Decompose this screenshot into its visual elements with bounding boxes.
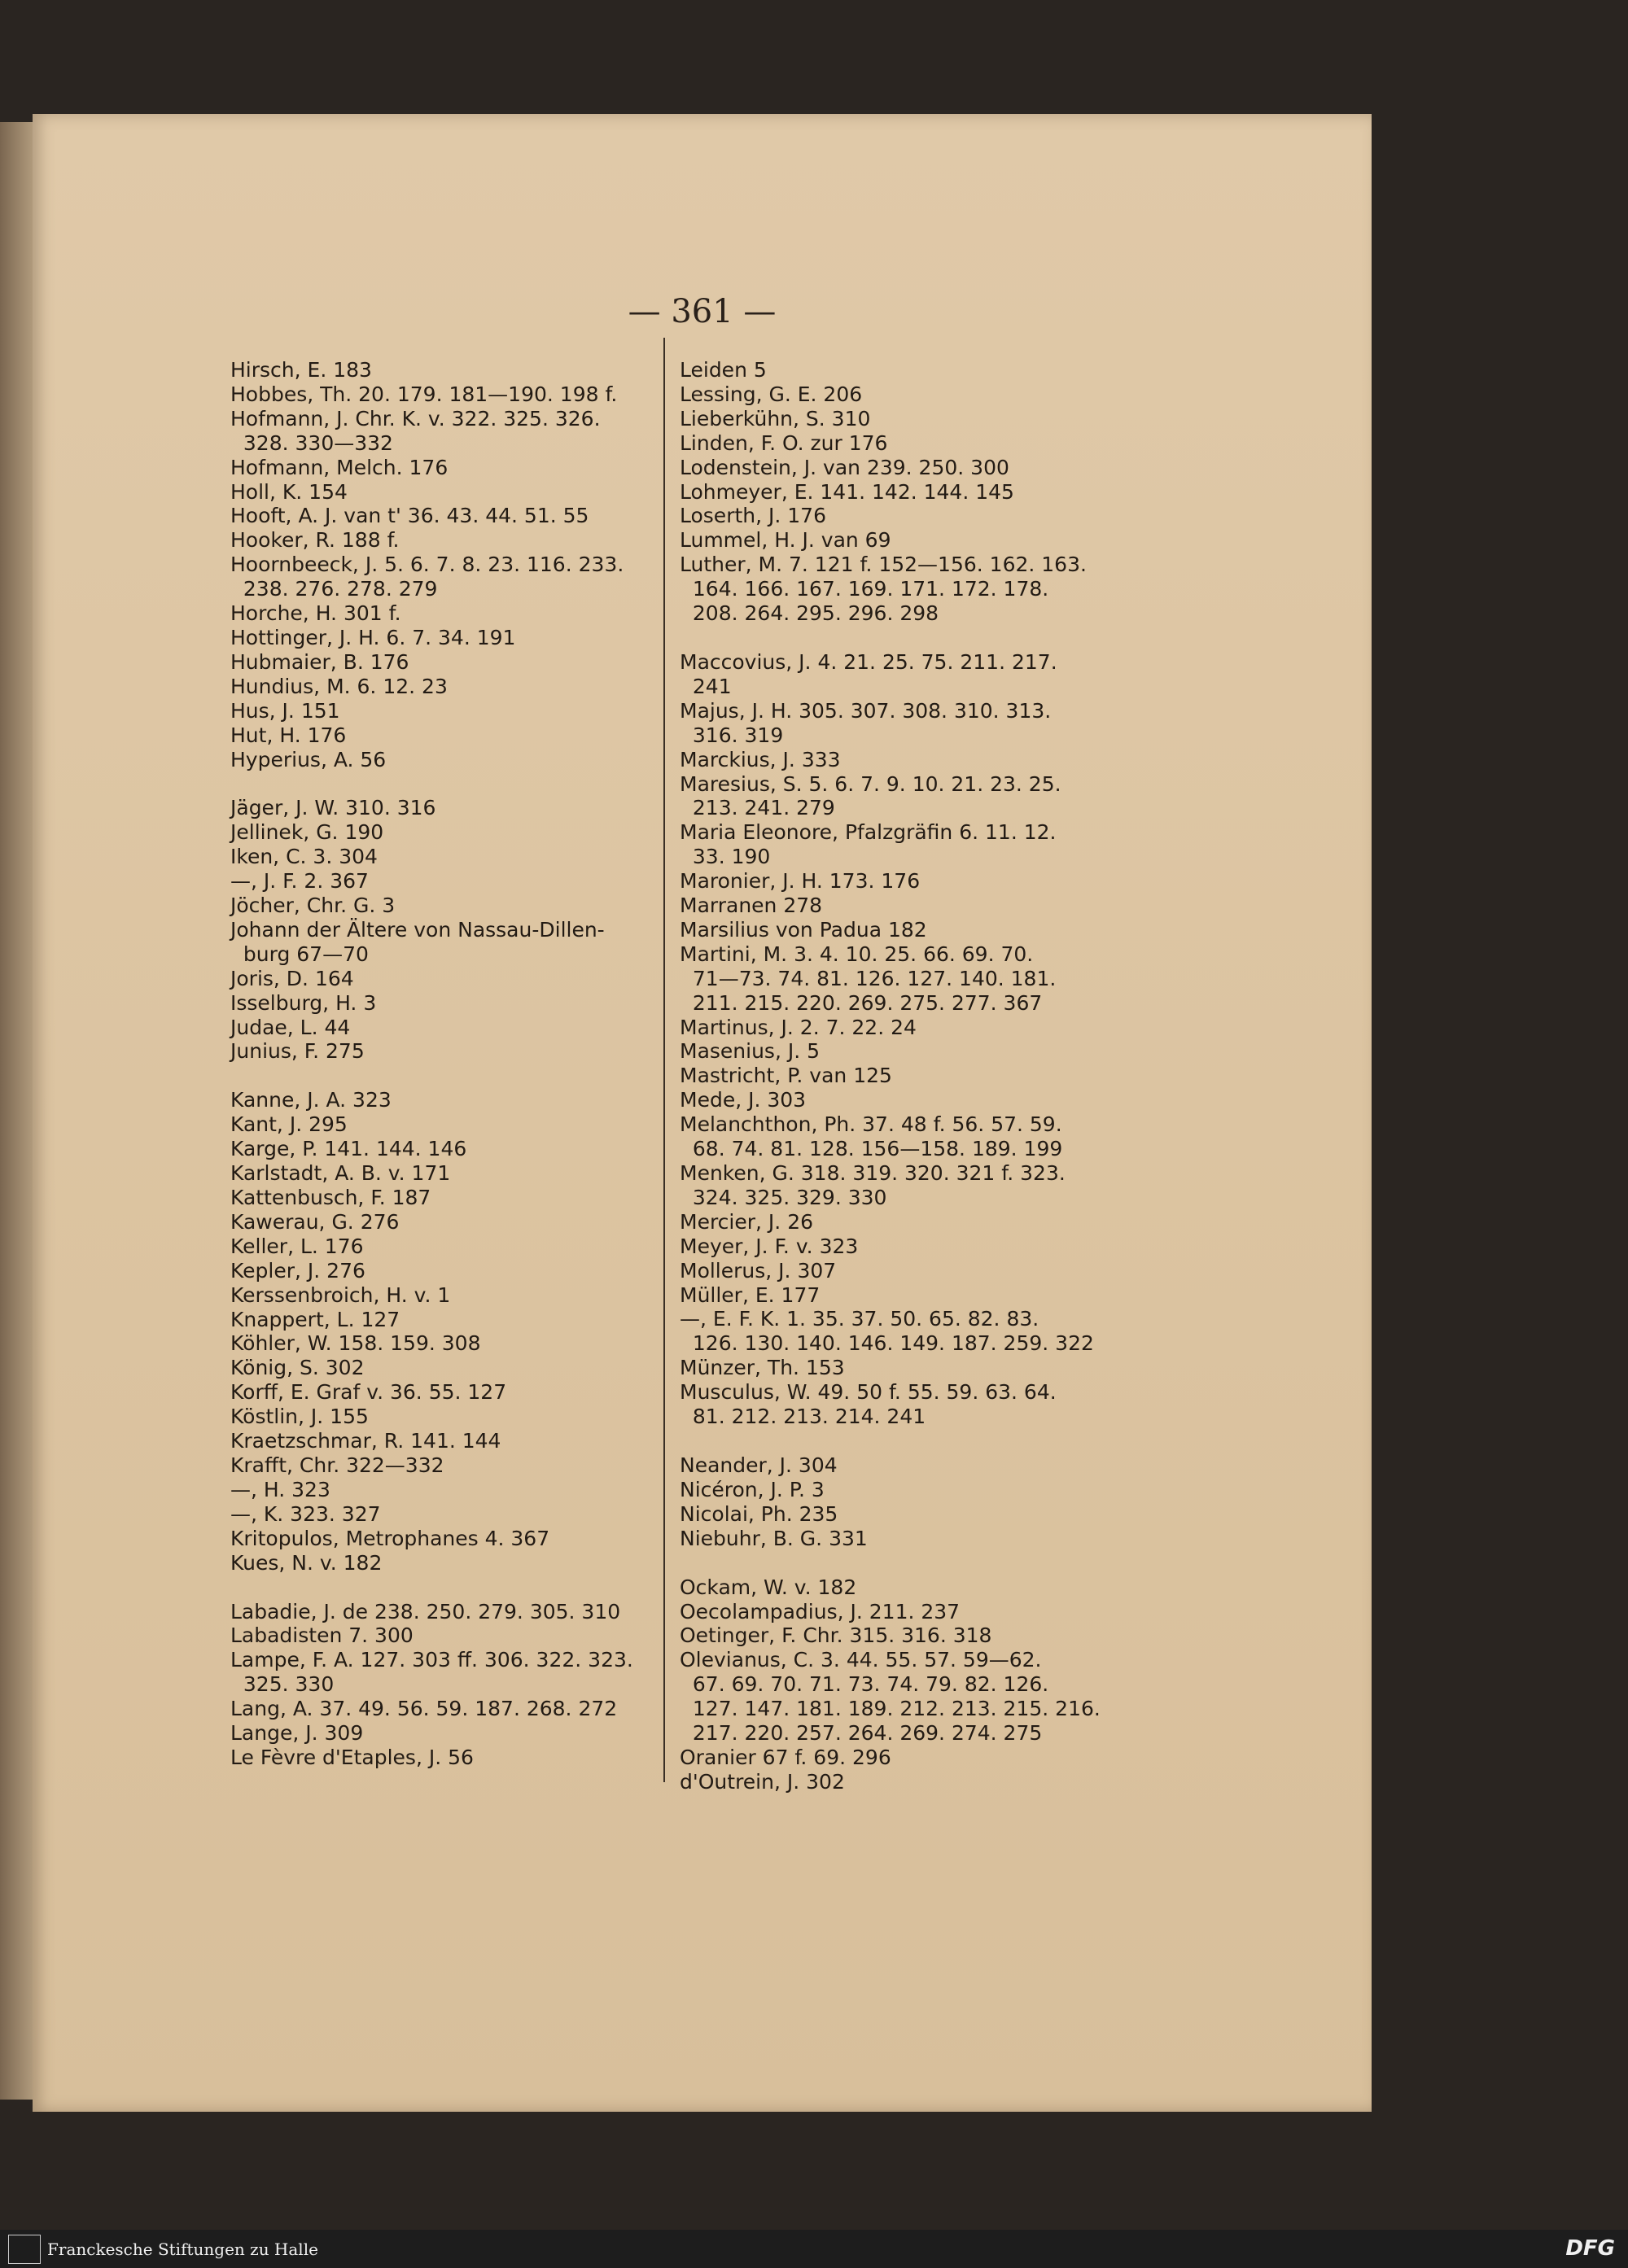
index-entry: Münzer, Th. 153 (680, 1356, 845, 1380)
index-entry: Musculus, W. 49. 50 f. 55. 59. 63. 64. (680, 1380, 1057, 1405)
index-entry: Labadisten 7. 300 (230, 1623, 414, 1648)
index-entry: Kattenbusch, F. 187 (230, 1186, 431, 1209)
index-entry: Ockam, W. v. 182 (680, 1575, 857, 1599)
page-number: — 361 — (628, 293, 777, 330)
index-entry: Horche, H. 301 f. (230, 601, 401, 626)
index-entry: Isselburg, H. 3 (230, 990, 377, 1015)
index-entry: Jäger, J. W. 310. 316 (230, 796, 436, 820)
index-entry: Mollerus, J. 307 (680, 1258, 837, 1283)
section-gap (230, 1575, 646, 1600)
index-entry: Iken, C. 3. 304 (230, 845, 378, 869)
index-entry: Melanchthon, Ph. 37. 48 f. 56. 57. 59. (680, 1112, 1062, 1137)
section-gap (680, 1551, 1107, 1575)
index-entry: Kraetzschmar, R. 141. 144 (230, 1429, 501, 1453)
index-entry: Maronier, J. H. 173. 176 (680, 869, 921, 894)
index-entry: 217. 220. 257. 264. 269. 274. 275 (680, 1721, 1043, 1746)
index-entry: Johann der Ältere von Nassau-Dillen- (230, 917, 605, 942)
institution-name[interactable]: Franckesche Stiftungen zu Halle (47, 2240, 318, 2259)
index-entry: Labadie, J. de 238. 250. 279. 305. 310 (230, 1599, 621, 1623)
index-entry: Hut, H. 176 (230, 723, 347, 747)
index-entry: Martinus, J. 2. 7. 22. 24 (680, 1015, 917, 1039)
index-entry: 126. 130. 140. 146. 149. 187. 259. 322 (680, 1331, 1094, 1356)
index-entry: Junius, F. 275 (230, 1039, 365, 1064)
index-entry: 238. 276. 278. 279 (230, 577, 438, 601)
index-entry: 324. 325. 329. 330 (680, 1185, 887, 1209)
index-entry: Martini, M. 3. 4. 10. 25. 66. 69. 70. (680, 942, 1034, 966)
index-entry: 208. 264. 295. 296. 298 (680, 601, 939, 626)
index-entry: Mede, J. 303 (680, 1088, 807, 1112)
index-entry: —, E. F. K. 1. 35. 37. 50. 65. 82. 83. (680, 1307, 1039, 1331)
index-entry: 33. 190 (680, 845, 771, 869)
index-entry: Lange, J. 309 (230, 1721, 364, 1746)
index-entry: 67. 69. 70. 71. 73. 74. 79. 82. 126. (680, 1672, 1049, 1697)
index-entry: Lodenstein, J. van 239. 250. 300 (680, 455, 1009, 479)
index-entry: Kawerau, G. 276 (230, 1209, 400, 1234)
index-entry: 213. 241. 279 (680, 796, 835, 820)
index-entry: —, H. 323 (230, 1477, 330, 1501)
index-entry: 164. 166. 167. 169. 171. 172. 178. (680, 577, 1049, 601)
index-entry: —, J. F. 2. 367 (230, 869, 369, 894)
index-entry: Lessing, G. E. 206 (680, 382, 863, 406)
section-gap (230, 1064, 646, 1088)
index-entry: Niebuhr, B. G. 331 (680, 1526, 868, 1550)
index-entry: Marckius, J. 333 (680, 747, 841, 771)
index-entry: Köstlin, J. 155 (230, 1405, 369, 1429)
index-entry: Kerssenbroich, H. v. 1 (230, 1283, 451, 1307)
column-divider (663, 338, 665, 1782)
index-entry: Maria Eleonore, Pfalzgräfin 6. 11. 12. (680, 820, 1057, 845)
index-entry: Hyperius, A. 56 (230, 747, 387, 771)
index-entry: Hubmaier, B. 176 (230, 649, 409, 674)
index-entry: Jellinek, G. 190 (230, 820, 384, 845)
index-entry: Kant, J. 295 (230, 1112, 348, 1137)
index-entry: Kues, N. v. 182 (230, 1550, 383, 1575)
viewer-footer (0, 2230, 1628, 2268)
index-entry: Hofmann, J. Chr. K. v. 322. 325. 326. (230, 406, 601, 430)
index-entry: Maccovius, J. 4. 21. 25. 75. 211. 217. (680, 649, 1057, 674)
index-entry: Masenius, J. 5 (680, 1039, 821, 1064)
index-entry: Hirsch, E. 183 (230, 358, 372, 382)
section-gap (680, 626, 1107, 650)
index-entry: Luther, M. 7. 121 f. 152—156. 162. 163. (680, 553, 1087, 577)
institution-logo-icon (8, 2235, 41, 2264)
index-entry: Hottinger, J. H. 6. 7. 34. 191 (230, 625, 516, 649)
index-entry: Hofmann, Melch. 176 (230, 455, 449, 479)
section-gap (230, 771, 646, 796)
index-entry: Oetinger, F. Chr. 315. 316. 318 (680, 1623, 992, 1648)
index-entry: Neander, J. 304 (680, 1453, 838, 1477)
index-entry: Hoornbeeck, J. 5. 6. 7. 8. 23. 116. 233. (230, 553, 624, 577)
index-entry: Lampe, F. A. 127. 303 ff. 306. 322. 323. (230, 1648, 633, 1672)
index-entry: 325. 330 (230, 1672, 335, 1697)
index-entry: Hooker, R. 188 f. (230, 528, 400, 553)
index-entry: Leiden 5 (680, 358, 767, 382)
index-entry: Loserth, J. 176 (680, 504, 826, 528)
index-entry: 71—73. 74. 81. 126. 127. 140. 181. (680, 966, 1057, 990)
index-entry: 211. 215. 220. 269. 275. 277. 367 (680, 990, 1043, 1015)
index-entry: Krafft, Chr. 322—332 (230, 1453, 444, 1477)
index-entry: Hus, J. 151 (230, 698, 340, 723)
index-entry: Lohmeyer, E. 141. 142. 144. 145 (680, 479, 1014, 504)
index-entry: König, S. 302 (230, 1356, 365, 1380)
index-entry: Nicolai, Ph. 235 (680, 1501, 838, 1526)
index-entry: Olevianus, C. 3. 44. 55. 57. 59—62. (680, 1648, 1042, 1672)
index-entry: Köhler, W. 158. 159. 308 (230, 1331, 481, 1356)
index-entry: Marsilius von Padua 182 (680, 917, 927, 942)
index-entry: 316. 319 (680, 723, 784, 747)
facing-page-edge (0, 122, 33, 2100)
index-entry: 68. 74. 81. 128. 156—158. 189. 199 (680, 1137, 1063, 1161)
index-entry: Keller, L. 176 (230, 1234, 364, 1258)
index-entry: Oecolampadius, J. 211. 237 (680, 1599, 961, 1623)
index-entry: Nicéron, J. P. 3 (680, 1477, 825, 1501)
index-entry: Knappert, L. 127 (230, 1307, 400, 1331)
index-entry: Kritopulos, Metrophanes 4. 367 (230, 1526, 550, 1550)
index-entry: Hobbes, Th. 20. 179. 181—190. 198 f. (230, 382, 618, 406)
dfg-logo[interactable]: DFG (1565, 2236, 1615, 2261)
index-entry: Korff, E. Graf v. 36. 55. 127 (230, 1380, 507, 1405)
index-entry: 81. 212. 213. 214. 241 (680, 1405, 926, 1429)
index-entry: Müller, E. 177 (680, 1283, 821, 1307)
index-entry: Mercier, J. 26 (680, 1209, 814, 1234)
index-entry: 241 (680, 674, 732, 698)
index-entry: Holl, K. 154 (230, 479, 348, 504)
index-entry: Lieberkühn, S. 310 (680, 406, 871, 430)
index-entry: Marranen 278 (680, 894, 823, 918)
index-entry: Maresius, S. 5. 6. 7. 9. 10. 21. 23. 25. (680, 771, 1061, 796)
section-gap (680, 1429, 1107, 1453)
index-entry: 127. 147. 181. 189. 212. 213. 215. 216. (680, 1697, 1101, 1721)
index-entry: —, K. 323. 327 (230, 1501, 381, 1526)
index-entry: Hooft, A. J. van t' 36. 43. 44. 51. 55 (230, 504, 589, 528)
index-column-right (680, 358, 1107, 1794)
index-entry: Le Fèvre d'Etaples, J. 56 (230, 1745, 474, 1769)
index-entry: Jöcher, Chr. G. 3 (230, 894, 396, 918)
index-column-left (230, 358, 646, 1770)
index-entry: Menken, G. 318. 319. 320. 321 f. 323. (680, 1161, 1066, 1185)
index-entry: Joris, D. 164 (230, 966, 354, 990)
index-entry: burg 67—70 (230, 942, 369, 966)
index-entry: Meyer, J. F. v. 323 (680, 1234, 859, 1258)
index-entry: Lummel, H. J. van 69 (680, 528, 891, 553)
index-entry: 328. 330—332 (230, 430, 393, 455)
index-entry: Majus, J. H. 305. 307. 308. 310. 313. (680, 698, 1052, 723)
index-entry: Hundius, M. 6. 12. 23 (230, 674, 448, 698)
index-entry: d'Outrein, J. 302 (680, 1769, 845, 1794)
index-entry: Mastricht, P. van 125 (680, 1064, 892, 1088)
index-entry: Kanne, J. A. 323 (230, 1088, 392, 1112)
index-entry: Karlstadt, A. B. v. 171 (230, 1161, 451, 1186)
index-entry: Judae, L. 44 (230, 1015, 351, 1039)
index-entry: Oranier 67 f. 69. 296 (680, 1745, 891, 1769)
index-entry: Karge, P. 141. 144. 146 (230, 1137, 467, 1161)
index-entry: Kepler, J. 276 (230, 1258, 365, 1283)
index-entry: Lang, A. 37. 49. 56. 59. 187. 268. 272 (230, 1697, 618, 1721)
index-entry: Linden, F. O. zur 176 (680, 430, 888, 455)
